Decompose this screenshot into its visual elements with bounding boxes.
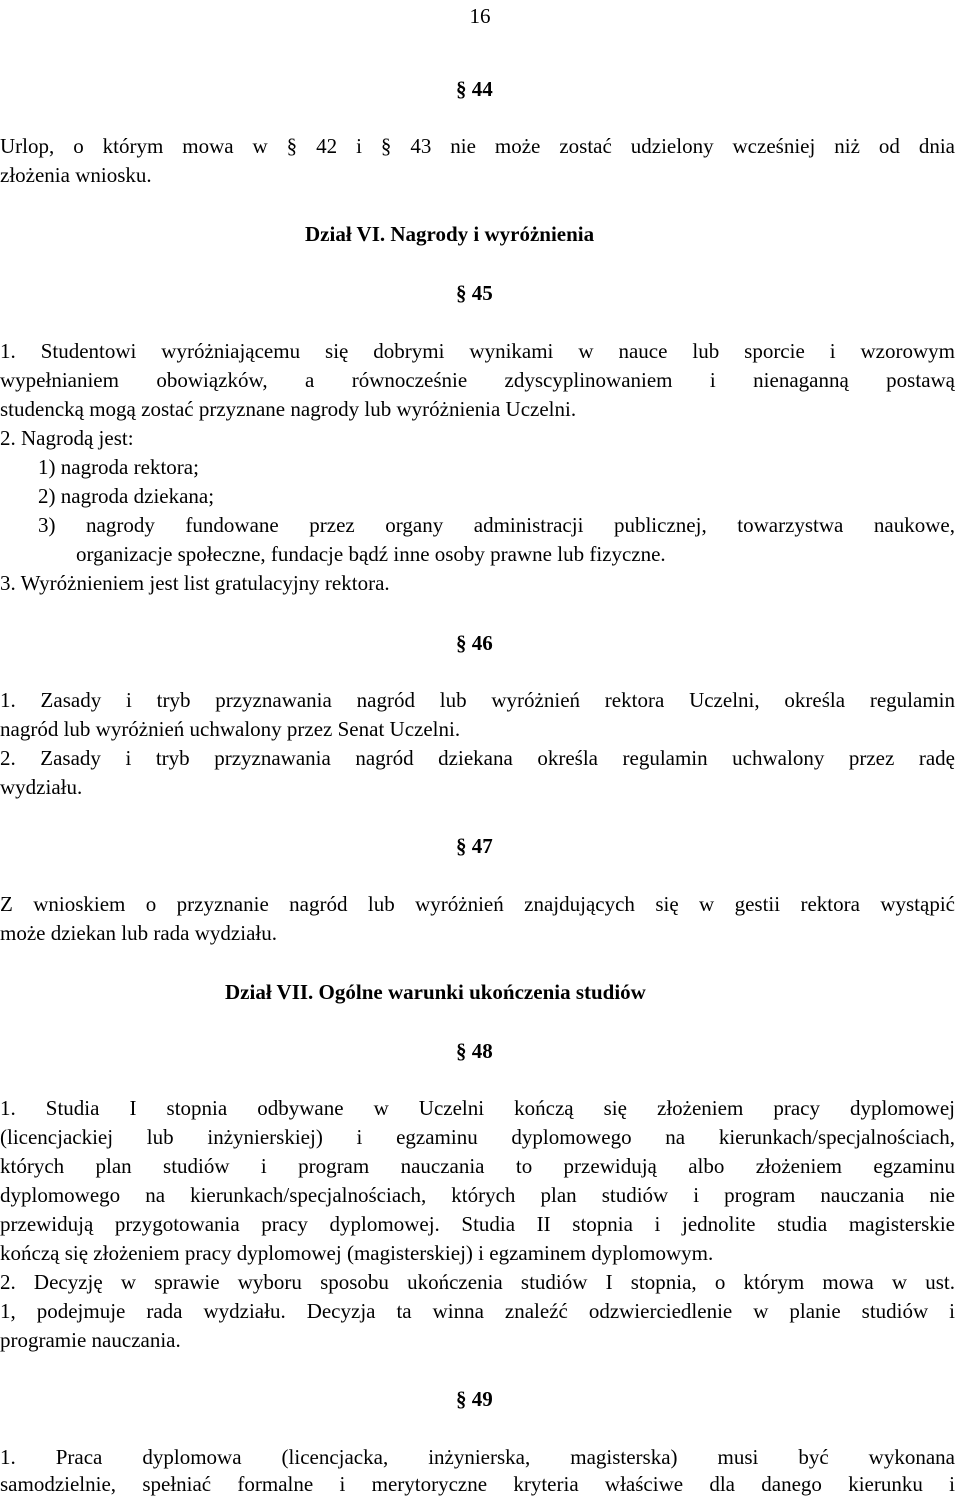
list-item: 1) nagroda rektora; [38, 455, 199, 479]
paragraph-line: 2. Zasady i tryb przyznawania nagród dziekana określa regulamin uchwalony przez radę [0, 746, 955, 770]
paragraph-line: 1. Praca dyplomowa (licencjacka, inżynierska, magisterska) musi być wykonana [0, 1445, 955, 1469]
paragraph-line: 1. Studia I stopnia odbywane w Uczelni kończą się złożeniem pracy dyplomowej [0, 1096, 955, 1120]
paragraph-line: 2. Nagrodą jest: [0, 426, 134, 450]
paragraph-line: studencką mogą zostać przyznane nagrody lub wyróżnienia Uczelni. [0, 397, 577, 421]
paragraph-line: dyplomowego na kierunkach/specjalnościach, których plan studiów i program nauczania nie [0, 1183, 955, 1207]
list-item: 2) nagroda dziekana; [38, 484, 215, 508]
paragraph-line: programie nauczania. [0, 1328, 181, 1352]
section-heading-45: § 45 [456, 281, 493, 305]
paragraph-line: może dziekan lub rada wydziału. [0, 921, 277, 945]
paragraph-line: 1, podejmuje rada wydziału. Decyzja ta winna znaleźć odzwierciedlenie w planie studiów i [0, 1299, 955, 1323]
paragraph-line: 1. Studentowi wyróżniającemu się dobrymi wynikami w nauce lub sporcie i wzorowym [0, 339, 955, 363]
paragraph-line: wydziału. [0, 775, 83, 799]
paragraph-line: Urlop, o którym mowa w § 42 i § 43 nie może zostać udzielony wcześniej niż od dnia [0, 134, 955, 158]
paragraph-line: przewidują przygotowania pracy dyplomowej. Studia II stopnia i jednolite studia magisterskie [0, 1212, 955, 1236]
section-heading-47: § 47 [456, 834, 493, 858]
paragraph-line: złożenia wniosku. [0, 163, 152, 187]
paragraph-line: 1. Zasady i tryb przyznawania nagród lub wyróżnień rektora Uczelni, określa regulamin [0, 688, 955, 712]
chapter-title: Dział VII. Ogólne warunki ukończenia studiów [225, 980, 646, 1004]
paragraph-line: Z wnioskiem o przyznanie nagród lub wyróżnień znajdujących się w gestii rektora wystąpić [0, 892, 955, 916]
page-number: 16 [469, 4, 491, 28]
paragraph-line: nagród lub wyróżnień uchwalony przez Senat Uczelni. [0, 717, 461, 741]
list-item: 3) nagrody fundowane przez organy administracji publicznej, towarzystwa naukowe, [38, 513, 955, 537]
paragraph-line: wypełnianiem obowiązków, a równocześnie zdyscyplinowaniem i nienaganną postawą [0, 368, 955, 392]
paragraph-line: kończą się złożeniem pracy dyplomowej (magisterskiej) i egzaminem dyplomowym. [0, 1241, 714, 1265]
paragraph-line: samodzielnie, spełniać formalne i merytoryczne kryteria właściwe dla danego kierunku i [0, 1472, 955, 1496]
chapter-title: Dział VI. Nagrody i wyróżnienia [305, 222, 595, 246]
section-heading-49: § 49 [456, 1387, 493, 1411]
list-item-continuation: organizacje społeczne, fundacje bądź inne osoby prawne lub fizyczne. [76, 542, 666, 566]
section-heading-44: § 44 [456, 77, 493, 101]
section-heading-48: § 48 [456, 1039, 493, 1063]
paragraph-line: których plan studiów i program nauczania to przewidują albo złożeniem egzaminu [0, 1154, 955, 1178]
section-heading-46: § 46 [456, 631, 493, 655]
paragraph-line: (licencjackiej lub inżynierskiej) i egzaminu dyplomowego na kierunkach/specjalnościach, [0, 1125, 955, 1149]
paragraph-line: 3. Wyróżnieniem jest list gratulacyjny rektora. [0, 571, 390, 595]
paragraph-line: 2. Decyzję w sprawie wyboru sposobu ukończenia studiów I stopnia, o którym mowa w ust. [0, 1270, 955, 1294]
